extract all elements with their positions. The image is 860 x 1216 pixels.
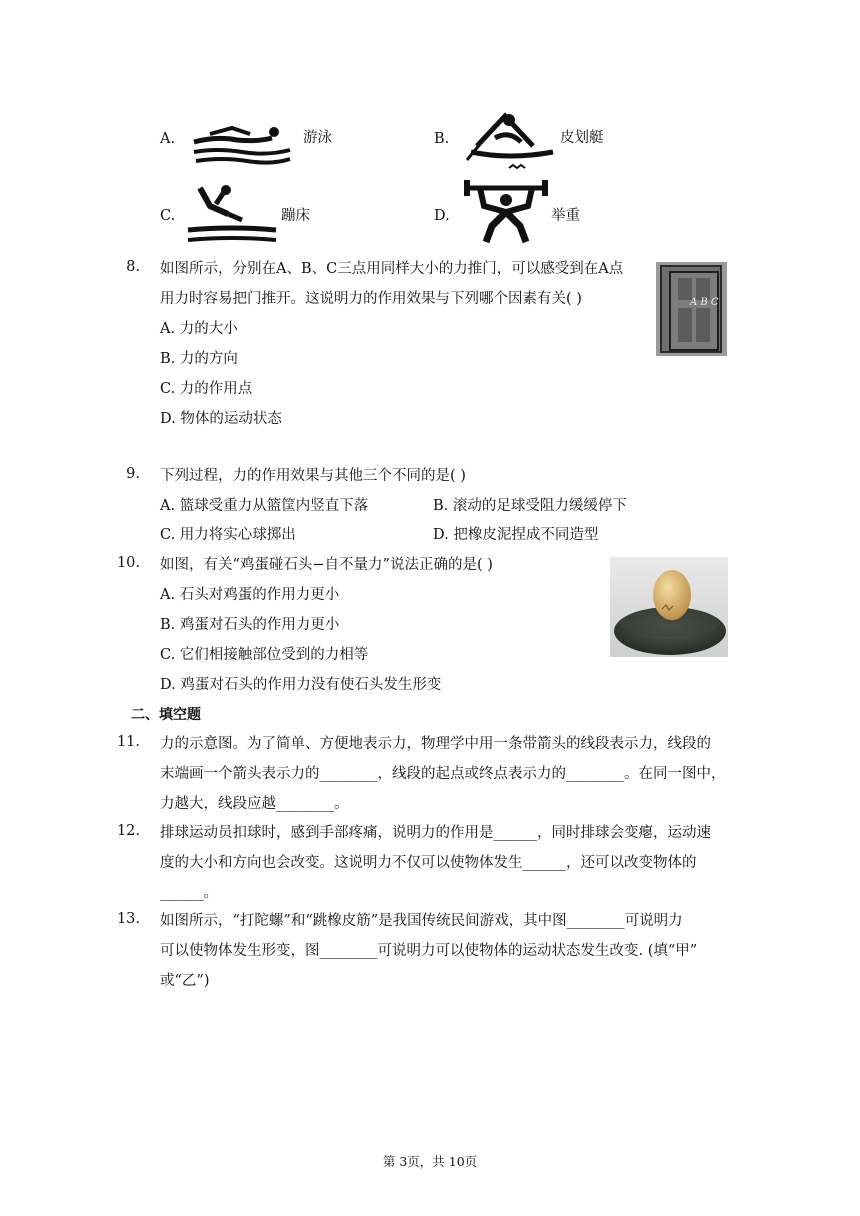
canoe-pictogram-icon bbox=[465, 108, 557, 172]
q7-option-c-caption: 蹦床 bbox=[281, 208, 310, 224]
q10-option-a: A. 石头对鸡蛋的作用力更小 bbox=[160, 587, 340, 603]
door-figure bbox=[656, 262, 727, 356]
q7-option-d-caption: 举重 bbox=[551, 208, 580, 224]
q12-number: 12. bbox=[116, 823, 140, 839]
q10-text: 如图，有关“鸡蛋碰石头−自不量力”说法正确的是( ) bbox=[160, 557, 493, 573]
q9-option-d: D. 把橡皮泥捏成不同造型 bbox=[433, 527, 599, 543]
q10-option-c: C. 它们相接触部位受到的力相等 bbox=[160, 647, 369, 663]
page-footer: 第 3页，共 10页 bbox=[382, 1154, 478, 1169]
q9-number: 9. bbox=[126, 466, 140, 482]
section-title-fill-in: 二、填空题 bbox=[131, 707, 201, 723]
weightlifting-pictogram-icon bbox=[462, 176, 550, 248]
q7-option-d-letter: D. bbox=[434, 208, 450, 224]
q7-option-b-letter: B. bbox=[434, 131, 450, 147]
q13-line2: 可以使物体发生形变，图________可说明力可以使物体的运动状态发生改变. (填“甲” bbox=[160, 943, 698, 959]
q12-line2: 度的大小和方向也会改变。这说明力不仅可以使物体发生______，还可以改变物体的 bbox=[160, 855, 697, 871]
q11-number: 11. bbox=[116, 734, 140, 750]
q11-line1: 力的示意图。为了简单、方便地表示力，物理学中用一条带箭头的线段表示力，线段的 bbox=[160, 736, 711, 752]
q8-option-d: D. 物体的运动状态 bbox=[160, 411, 282, 427]
q7-option-b-caption: 皮划艇 bbox=[560, 130, 604, 146]
q8-line2: 用力时容易把门推开。这说明力的作用效果与下列哪个因素有关( ) bbox=[160, 291, 582, 307]
q13-line1: 如图所示，“打陀螺”和“跳橡皮筋”是我国传统民间游戏，其中图________可说明力 bbox=[160, 913, 683, 929]
q7-option-c-letter: C. bbox=[160, 208, 176, 224]
q9-text: 下列过程，力的作用效果与其他三个不同的是( ) bbox=[160, 468, 466, 484]
q11-line2: 末端画一个箭头表示力的________，线段的起点或终点表示力的________。在同一图中， bbox=[160, 766, 726, 782]
q9-option-b: B. 滚动的足球受阻力缓缓停下 bbox=[433, 498, 627, 514]
q8-number: 8. bbox=[126, 259, 140, 275]
q8-line1: 如图所示，分别在A、B、C三点用同样大小的力推门，可以感受到在A点 bbox=[160, 261, 624, 277]
door-labels: A B C bbox=[690, 297, 719, 308]
q12-line1: 排球运动员扣球时，感到手部疼痛，说明力的作用是______，同时排球会变瘪，运动速 bbox=[160, 825, 711, 841]
q10-option-d: D. 鸡蛋对石头的作用力没有使石头发生形变 bbox=[160, 677, 442, 693]
q8-option-b: B. 力的方向 bbox=[160, 351, 238, 367]
q11-line3: 力越大，线段应越________。 bbox=[160, 796, 349, 812]
trampoline-pictogram-icon bbox=[186, 184, 278, 246]
q10-option-b: B. 鸡蛋对石头的作用力更小 bbox=[160, 617, 340, 633]
q9-option-c: C. 用力将实心球掷出 bbox=[160, 527, 296, 543]
q9-option-a: A. 篮球受重力从篮筐内竖直下落 bbox=[160, 498, 369, 514]
q13-line3: 或“乙”) bbox=[160, 973, 210, 989]
q8-option-c: C. 力的作用点 bbox=[160, 381, 253, 397]
q7-option-a-letter: A. bbox=[160, 131, 176, 147]
q7-option-a-caption: 游泳 bbox=[303, 130, 332, 146]
q12-line3: ______。 bbox=[160, 885, 218, 901]
q13-number: 13. bbox=[116, 911, 140, 927]
egg-on-stone-photo bbox=[610, 557, 728, 657]
q10-number: 10. bbox=[116, 555, 140, 571]
q8-option-a: A. 力的大小 bbox=[160, 321, 238, 337]
swimming-pictogram-icon bbox=[192, 120, 292, 164]
